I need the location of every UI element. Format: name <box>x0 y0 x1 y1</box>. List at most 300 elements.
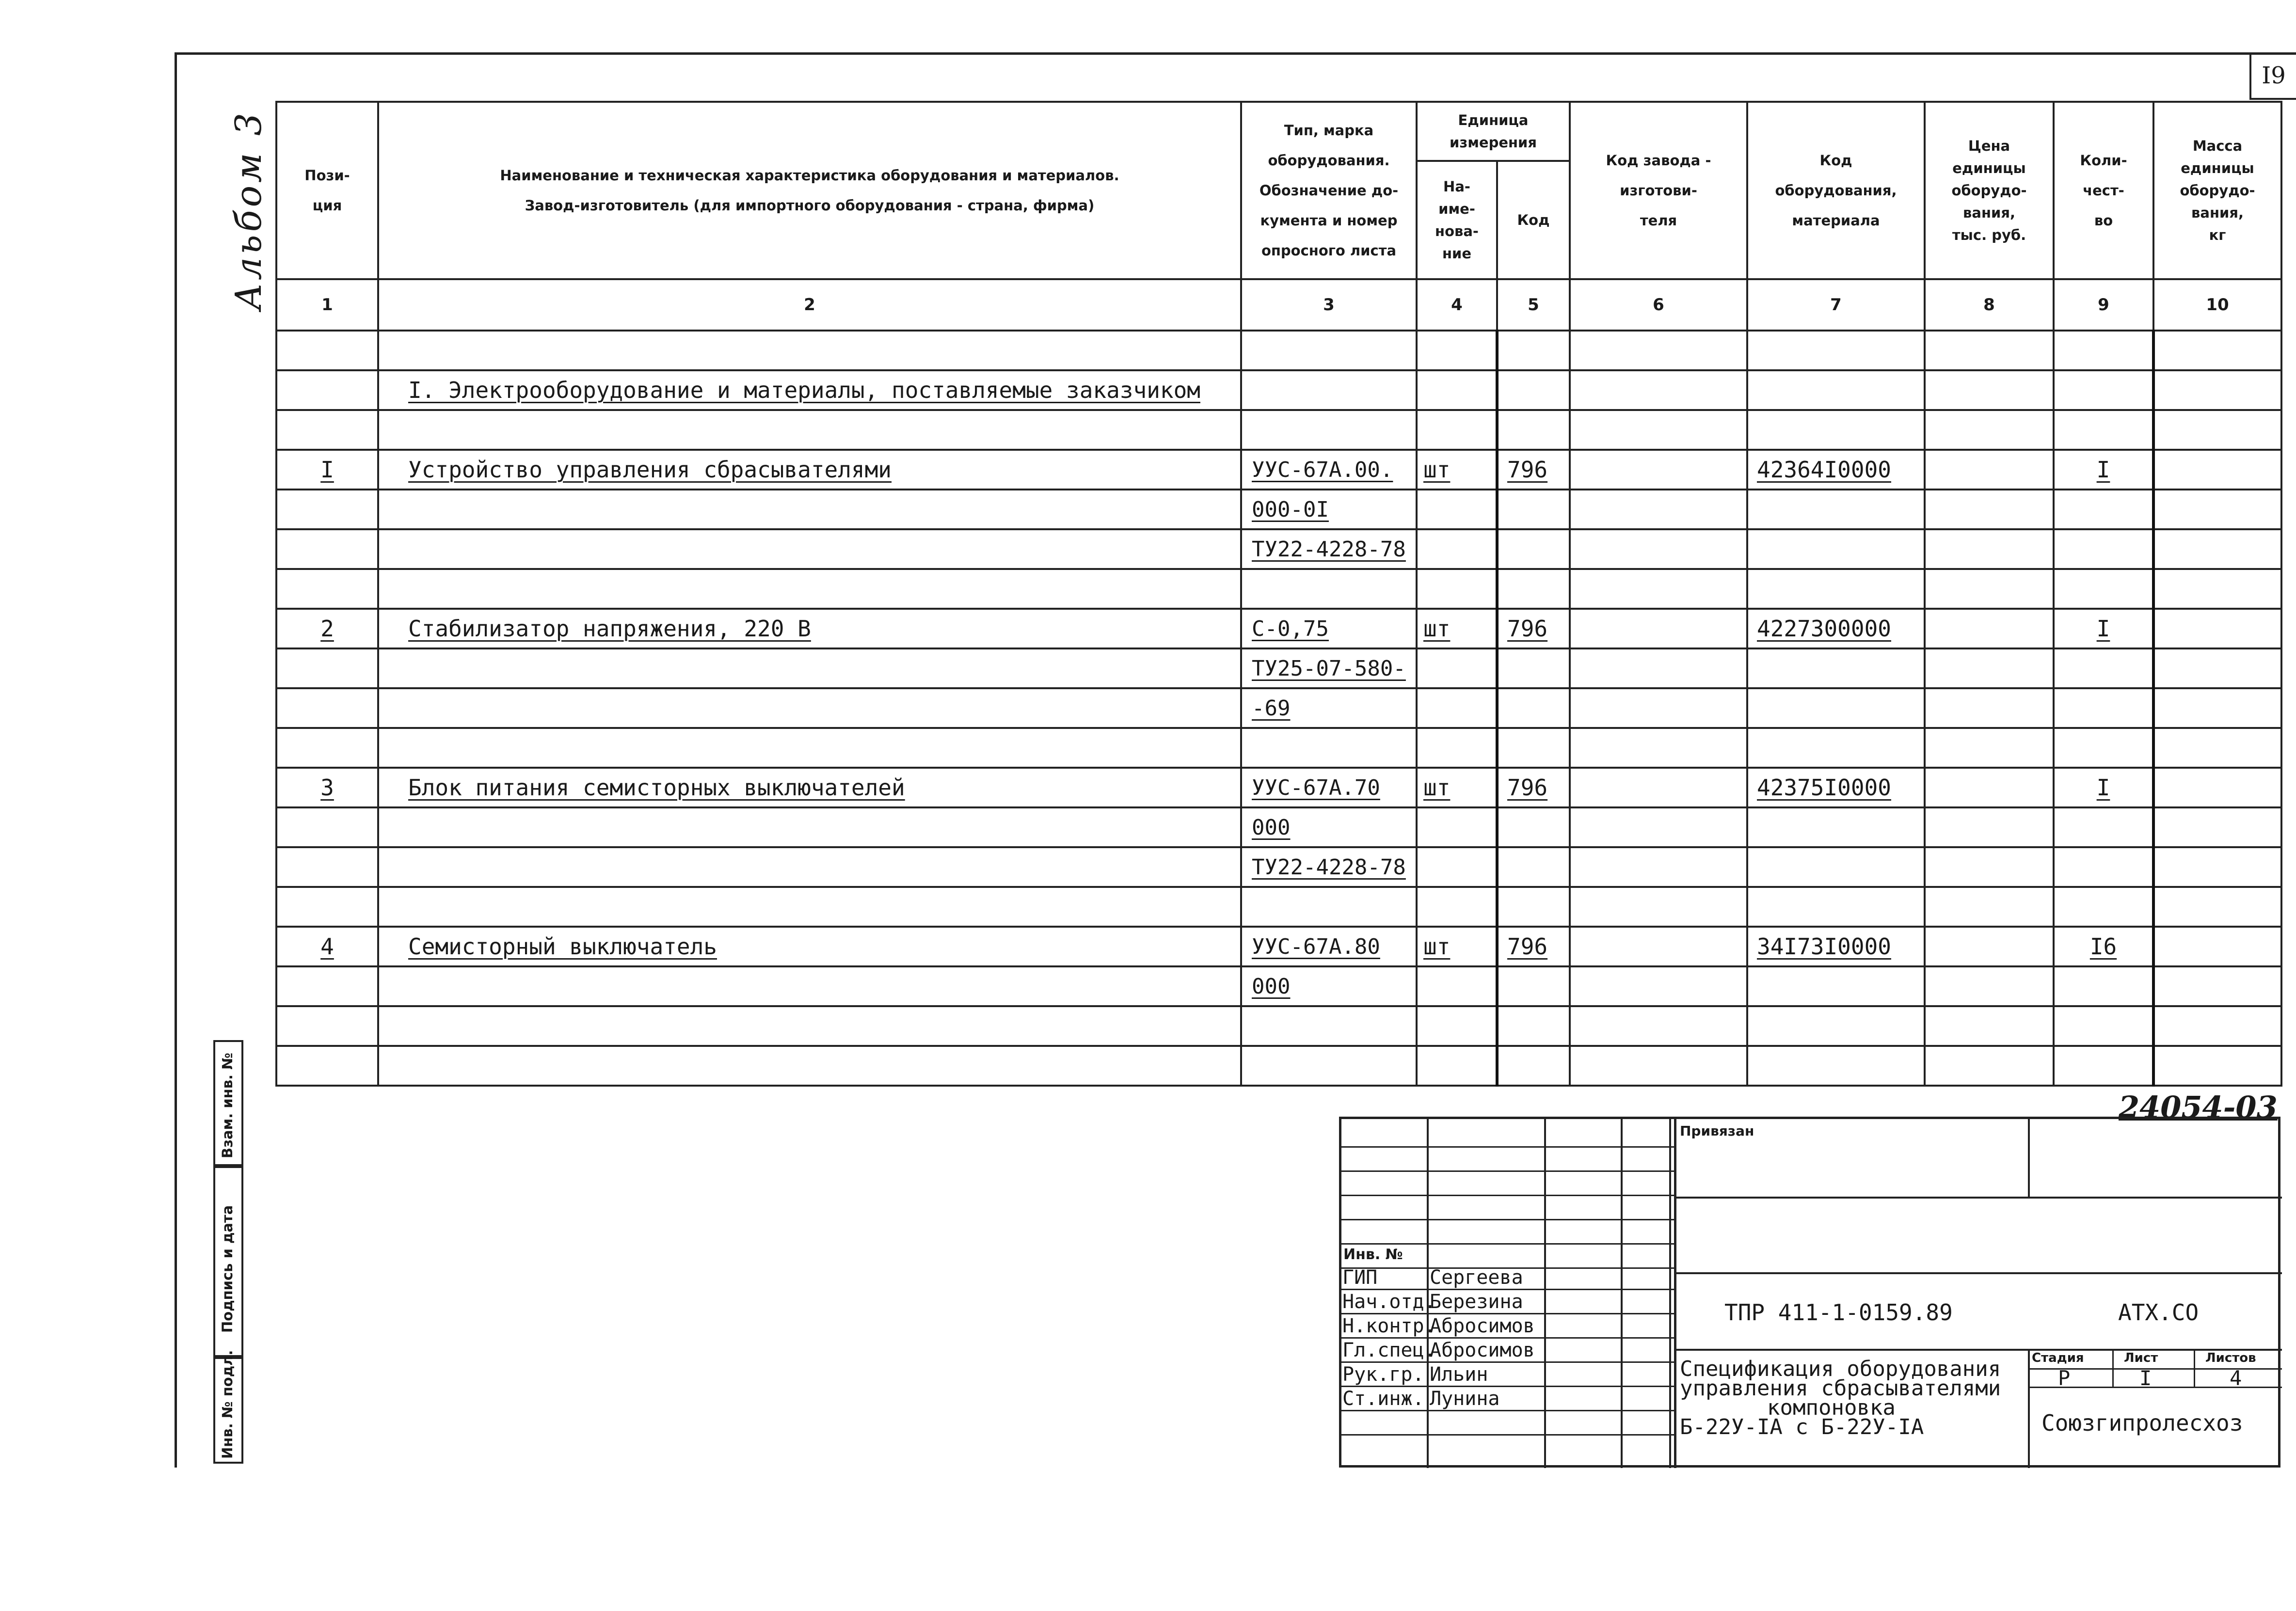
cell-unit <box>1417 887 1497 927</box>
cell-code <box>1497 410 1570 450</box>
cell-name-text: Блок питания семисторных выключателей <box>408 774 905 801</box>
table-row <box>276 490 2281 529</box>
column-number-8: 8 <box>1925 279 2054 331</box>
cell-type-text: УУС-67А.80 <box>1252 934 1380 959</box>
cell-type <box>1241 1046 1417 1086</box>
cell-unit <box>1417 370 1497 410</box>
stage-value: Р <box>2058 1366 2071 1390</box>
cell-name <box>378 927 1241 966</box>
cell-mass <box>2153 1006 2281 1046</box>
cell-pos <box>276 966 378 1006</box>
cell-name <box>378 648 1241 688</box>
table-row <box>276 1046 2281 1086</box>
cell-pos <box>276 768 378 807</box>
cell-pos <box>276 529 378 569</box>
cell-mass <box>2153 609 2281 648</box>
cell-price <box>1925 331 2054 370</box>
cell-code-text: 796 <box>1507 616 1548 642</box>
cell-type <box>1241 490 1417 529</box>
cell-pos <box>276 648 378 688</box>
cell-code <box>1497 1006 1570 1046</box>
cell-unit-text: шт <box>1423 457 1451 483</box>
table-row <box>276 887 2281 927</box>
stamp-inv-swap <box>213 1040 243 1166</box>
cell-price <box>1925 966 2054 1006</box>
column-number-5: 5 <box>1497 279 1570 331</box>
cell-type-text: -69 <box>1252 695 1291 721</box>
cell-type <box>1241 1006 1417 1046</box>
cell-plant <box>1570 768 1747 807</box>
cell-qty <box>2054 887 2153 927</box>
cell-mass <box>2153 1046 2281 1086</box>
cell-equip <box>1747 529 1925 569</box>
cell-equip <box>1747 450 1925 490</box>
cell-equip <box>1747 688 1925 728</box>
signature-role: Гл.спец. <box>1342 1339 1436 1361</box>
cell-type-text: УУС-67А.70 <box>1252 775 1380 800</box>
cell-code <box>1497 450 1570 490</box>
cell-unit <box>1417 688 1497 728</box>
cell-mass <box>2153 490 2281 529</box>
sheets-label: Листов <box>2205 1351 2256 1365</box>
cell-equip <box>1747 569 1925 609</box>
cell-qty <box>2054 450 2153 490</box>
cell-code <box>1497 490 1570 529</box>
stamp-sign-date <box>213 1166 243 1357</box>
cell-pos <box>276 847 378 887</box>
cell-unit <box>1417 1046 1497 1086</box>
cell-qty <box>2054 688 2153 728</box>
signature-name: Березина <box>1430 1291 1523 1313</box>
cell-equip <box>1747 1006 1925 1046</box>
cell-type-text: С-0,75 <box>1252 616 1329 641</box>
cell-type <box>1241 887 1417 927</box>
cell-equip-text: 42375I0000 <box>1757 774 1891 801</box>
cell-qty <box>2054 1046 2153 1086</box>
cell-mass <box>2153 410 2281 450</box>
cell-type <box>1241 966 1417 1006</box>
cell-plant <box>1570 609 1747 648</box>
sheet-label: Лист <box>2124 1351 2158 1365</box>
cell-mass <box>2153 807 2281 847</box>
document-title <box>1680 1359 2001 1437</box>
header-plant-code: Код завода - изготови- теля <box>1570 102 1747 279</box>
cell-mass <box>2153 569 2281 609</box>
cell-pos-text: 4 <box>320 933 334 960</box>
cell-pos <box>276 688 378 728</box>
cell-name <box>378 728 1241 768</box>
document-code: 24054-03 <box>2119 1090 2278 1125</box>
cell-code <box>1497 688 1570 728</box>
cell-equip <box>1747 966 1925 1006</box>
cell-unit <box>1417 648 1497 688</box>
stamp-sign-date-label: Подпись и дата <box>219 1205 236 1333</box>
table-row <box>276 450 2281 490</box>
cell-name <box>378 807 1241 847</box>
cell-pos <box>276 1006 378 1046</box>
header-type: Тип, марка оборудования. Обозначение до- кумента и номер опросного листа <box>1241 102 1417 279</box>
cell-type <box>1241 807 1417 847</box>
column-number-3: 3 <box>1241 279 1417 331</box>
cell-qty-text: I <box>2096 774 2110 801</box>
table-row <box>276 847 2281 887</box>
cell-equip <box>1747 807 1925 847</box>
cell-name <box>378 887 1241 927</box>
cell-price <box>1925 529 2054 569</box>
signature-name: Абросимов <box>1430 1315 1535 1337</box>
cell-mass <box>2153 331 2281 370</box>
cell-equip-text: 4227300000 <box>1757 616 1891 642</box>
cell-qty <box>2054 1006 2153 1046</box>
cell-code <box>1497 648 1570 688</box>
cell-unit <box>1417 609 1497 648</box>
cell-code <box>1497 847 1570 887</box>
cell-unit <box>1417 807 1497 847</box>
signature-name: Сергеева <box>1430 1266 1523 1289</box>
cell-qty <box>2054 927 2153 966</box>
cell-price <box>1925 927 2054 966</box>
table-row <box>276 648 2281 688</box>
privyazan-label: Привязан <box>1680 1123 1754 1139</box>
cell-pos <box>276 728 378 768</box>
cell-plant <box>1570 410 1747 450</box>
cell-pos <box>276 450 378 490</box>
cell-code <box>1497 569 1570 609</box>
cell-name <box>378 768 1241 807</box>
cell-mass <box>2153 529 2281 569</box>
cell-mass <box>2153 887 2281 927</box>
cell-type <box>1241 529 1417 569</box>
cell-name-text: Устройство управления сбрасывателями <box>408 457 892 483</box>
table-row <box>276 529 2281 569</box>
header-unit: Единица измерения <box>1417 102 1570 161</box>
cell-price <box>1925 847 2054 887</box>
cell-mass <box>2153 370 2281 410</box>
cell-name <box>378 966 1241 1006</box>
cell-pos <box>276 331 378 370</box>
cell-equip <box>1747 927 1925 966</box>
cell-type <box>1241 569 1417 609</box>
cell-type-text: ТУ22-4228-78 <box>1252 854 1406 880</box>
cell-equip <box>1747 1046 1925 1086</box>
cell-type <box>1241 768 1417 807</box>
cell-code <box>1497 807 1570 847</box>
cell-price <box>1925 569 2054 609</box>
cell-plant <box>1570 1006 1747 1046</box>
cell-code <box>1497 370 1570 410</box>
header-quantity: Коли- чест- во <box>2054 102 2153 279</box>
cell-price <box>1925 490 2054 529</box>
cell-type <box>1241 410 1417 450</box>
cell-price <box>1925 450 2054 490</box>
column-numbers-row <box>276 279 2281 331</box>
sheet-value: I <box>2139 1366 2152 1390</box>
cell-equip <box>1747 490 1925 529</box>
header-name: Наименование и техническая характеристика оборудования и материалов. Завод-изготовитель (для импортного оборудования - страна, фирма) <box>378 102 1241 279</box>
cell-pos <box>276 410 378 450</box>
cell-equip <box>1747 847 1925 887</box>
title-line: Б-22У-IА с Б-22У-IА <box>1680 1415 1924 1439</box>
cell-equip <box>1747 370 1925 410</box>
cell-price <box>1925 768 2054 807</box>
header-mass: Масса единицы оборудо- вания, кг <box>2153 102 2281 279</box>
cell-name <box>378 569 1241 609</box>
cell-qty <box>2054 529 2153 569</box>
cell-code <box>1497 728 1570 768</box>
cell-name <box>378 847 1241 887</box>
cell-name-text: I. Электрооборудование и материалы, поставляемые заказчиком <box>408 377 1200 403</box>
cell-equip <box>1747 768 1925 807</box>
cell-unit <box>1417 410 1497 450</box>
cell-code-text: 796 <box>1507 933 1548 960</box>
signature-role: Ст.инж. <box>1342 1388 1424 1410</box>
cell-name <box>378 529 1241 569</box>
cell-plant <box>1570 728 1747 768</box>
cell-qty <box>2054 966 2153 1006</box>
cell-price <box>1925 887 2054 927</box>
column-number-7: 7 <box>1747 279 1925 331</box>
cell-plant <box>1570 331 1747 370</box>
cell-plant <box>1570 688 1747 728</box>
table-row <box>276 569 2281 609</box>
cell-price <box>1925 609 2054 648</box>
cell-pos <box>276 569 378 609</box>
cell-type <box>1241 688 1417 728</box>
table-row <box>276 688 2281 728</box>
cell-equip <box>1747 331 1925 370</box>
cell-price <box>1925 807 2054 847</box>
cell-qty <box>2054 370 2153 410</box>
cell-type <box>1241 370 1417 410</box>
header-equipment-code: Код оборудования, материала <box>1747 102 1925 279</box>
cell-code <box>1497 927 1570 966</box>
cell-price <box>1925 728 2054 768</box>
cell-unit <box>1417 529 1497 569</box>
table-row <box>276 410 2281 450</box>
cell-pos <box>276 1046 378 1086</box>
title-block <box>1339 1117 2280 1468</box>
cell-plant <box>1570 887 1747 927</box>
table-row <box>276 331 2281 370</box>
header-position: Пози- ция <box>276 102 378 279</box>
cell-qty <box>2054 728 2153 768</box>
cell-pos-text: 2 <box>320 616 334 642</box>
album-label: Альбом 3 <box>228 110 270 310</box>
cell-equip <box>1747 609 1925 648</box>
cell-qty <box>2054 410 2153 450</box>
column-number-2: 2 <box>378 279 1241 331</box>
cell-type-text: 000 <box>1252 815 1291 840</box>
cell-unit <box>1417 927 1497 966</box>
table-row <box>276 927 2281 966</box>
cell-name <box>378 450 1241 490</box>
cell-unit <box>1417 768 1497 807</box>
signature-role: Нач.отд. <box>1342 1291 1436 1313</box>
cell-qty <box>2054 807 2153 847</box>
cell-pos <box>276 609 378 648</box>
cell-price <box>1925 370 2054 410</box>
header-row <box>276 102 2281 161</box>
cell-name-text: Семисторный выключатель <box>408 933 717 960</box>
cell-mass <box>2153 847 2281 887</box>
signature-name: Лунина <box>1430 1388 1500 1410</box>
title-line: компоновка <box>1767 1395 1896 1420</box>
header-unit-name: На- име- нова- ние <box>1417 161 1497 279</box>
cell-plant <box>1570 450 1747 490</box>
cell-mass <box>2153 688 2281 728</box>
signature-role: ГИП <box>1342 1266 1378 1289</box>
cell-mass <box>2153 728 2281 768</box>
column-number-4: 4 <box>1417 279 1497 331</box>
cell-equip <box>1747 887 1925 927</box>
cell-unit <box>1417 569 1497 609</box>
project-code: ТПР 411-1-0159.89 <box>1724 1299 1953 1326</box>
cell-plant <box>1570 529 1747 569</box>
cell-unit <box>1417 331 1497 370</box>
sheets-value: 4 <box>2230 1366 2242 1390</box>
cell-equip-text: 42364I0000 <box>1757 457 1891 483</box>
cell-equip <box>1747 648 1925 688</box>
cell-code-text: 796 <box>1507 457 1548 483</box>
table-row <box>276 728 2281 768</box>
cell-qty <box>2054 768 2153 807</box>
cell-type-text: 000-0I <box>1252 497 1329 522</box>
cell-equip <box>1747 728 1925 768</box>
cell-code-text: 796 <box>1507 774 1548 801</box>
cell-code <box>1497 529 1570 569</box>
cell-price <box>1925 648 2054 688</box>
cell-unit-text: шт <box>1423 933 1451 960</box>
cell-pos-text: I <box>320 457 334 483</box>
cell-name <box>378 688 1241 728</box>
cell-qty <box>2054 490 2153 529</box>
cell-unit <box>1417 847 1497 887</box>
cell-plant <box>1570 847 1747 887</box>
cell-type <box>1241 648 1417 688</box>
cell-name <box>378 1046 1241 1086</box>
table-row <box>276 370 2281 410</box>
cell-plant <box>1570 490 1747 529</box>
inv-no-label: Инв. № <box>1343 1246 1403 1263</box>
column-number-10: 10 <box>2153 279 2281 331</box>
cell-equip <box>1747 410 1925 450</box>
cell-type-text: ТУ25-07-580- <box>1252 656 1406 681</box>
cell-unit <box>1417 1006 1497 1046</box>
cell-code <box>1497 331 1570 370</box>
cell-mass <box>2153 966 2281 1006</box>
stamp-inv-orig-label: Инв. № подл. <box>219 1350 236 1459</box>
signature-name: Ильин <box>1430 1363 1488 1386</box>
cell-type <box>1241 927 1417 966</box>
cell-pos <box>276 927 378 966</box>
cell-code <box>1497 1046 1570 1086</box>
cell-plant <box>1570 648 1747 688</box>
cell-pos <box>276 887 378 927</box>
cell-code <box>1497 609 1570 648</box>
table-row <box>276 609 2281 648</box>
cell-unit-text: шт <box>1423 774 1451 801</box>
cell-mass <box>2153 648 2281 688</box>
cell-plant <box>1570 1046 1747 1086</box>
cell-name <box>378 1006 1241 1046</box>
cell-pos <box>276 370 378 410</box>
cell-type <box>1241 450 1417 490</box>
cell-qty <box>2054 648 2153 688</box>
cell-name <box>378 609 1241 648</box>
cell-equip-text: 34I73I0000 <box>1757 933 1891 960</box>
cell-pos <box>276 490 378 529</box>
signature-name: Абросимов <box>1430 1339 1535 1361</box>
cell-unit <box>1417 728 1497 768</box>
stamp-inv-swap-label: Взам. инв. № <box>219 1052 236 1158</box>
cell-type <box>1241 609 1417 648</box>
header-unit-code: Код <box>1497 161 1570 279</box>
cell-qty <box>2054 569 2153 609</box>
cell-name <box>378 490 1241 529</box>
cell-mass <box>2153 450 2281 490</box>
stamp-inv-orig <box>213 1350 243 1464</box>
cell-qty <box>2054 609 2153 648</box>
title-line: управления сбрасывателями <box>1680 1376 2001 1401</box>
cell-price <box>1925 1006 2054 1046</box>
cell-qty-text: I <box>2096 616 2110 642</box>
cell-qty-text: I <box>2096 457 2110 483</box>
cell-plant <box>1570 569 1747 609</box>
cell-pos <box>276 807 378 847</box>
sheet-number: I9 <box>2249 53 2296 100</box>
cell-price <box>1925 410 2054 450</box>
column-number-9: 9 <box>2054 279 2153 331</box>
cell-mass <box>2153 768 2281 807</box>
cell-type <box>1241 331 1417 370</box>
cell-code <box>1497 887 1570 927</box>
cell-unit <box>1417 490 1497 529</box>
cell-name <box>378 370 1241 410</box>
drawing-mark: АТХ.СО <box>2118 1299 2199 1326</box>
cell-price <box>1925 688 2054 728</box>
cell-type-text: УУС-67А.00. <box>1252 457 1393 482</box>
cell-qty-text: I6 <box>2089 933 2117 960</box>
column-number-1: 1 <box>276 279 378 331</box>
organization: Союзгипролесхоз <box>2041 1410 2243 1436</box>
cell-code <box>1497 966 1570 1006</box>
table-row <box>276 966 2281 1006</box>
cell-unit-text: шт <box>1423 616 1451 642</box>
specification-table <box>275 101 2282 1087</box>
cell-qty <box>2054 331 2153 370</box>
table-row <box>276 768 2281 807</box>
cell-plant <box>1570 370 1747 410</box>
cell-code <box>1497 768 1570 807</box>
cell-type-text: 000 <box>1252 974 1291 999</box>
stage-label: Стадия <box>2032 1351 2084 1365</box>
cell-type <box>1241 847 1417 887</box>
cell-name-text: Стабилизатор напряжения, 220 В <box>408 616 811 642</box>
cell-plant <box>1570 966 1747 1006</box>
header-price: Цена единицы оборудо- вания, тыс. руб. <box>1925 102 2054 279</box>
title-line: Спецификация оборудования <box>1680 1357 2001 1381</box>
table-row <box>276 807 2281 847</box>
cell-type-text: ТУ22-4228-78 <box>1252 537 1406 562</box>
cell-name <box>378 410 1241 450</box>
cell-unit <box>1417 450 1497 490</box>
signature-role: Рук.гр. <box>1342 1363 1424 1386</box>
signature-role: Н.контр. <box>1342 1315 1436 1337</box>
cell-mass <box>2153 927 2281 966</box>
cell-name <box>378 331 1241 370</box>
cell-plant <box>1570 807 1747 847</box>
cell-price <box>1925 1046 2054 1086</box>
